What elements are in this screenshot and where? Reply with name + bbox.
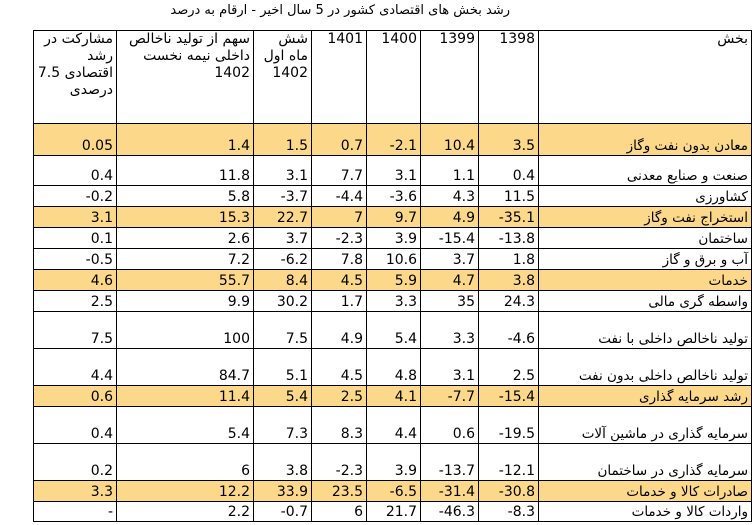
table-row: [34, 502, 752, 522]
cell-six-months: 3.8: [254, 444, 312, 481]
cell-y1401: 1.7: [312, 291, 367, 312]
cell-y1401: 0.7: [312, 124, 367, 156]
cell-sector-label: خدمات: [539, 270, 752, 291]
cell-share: 11.8: [117, 156, 254, 186]
cell-sector-label: ساختمان: [539, 228, 752, 249]
cell-y1398: 3.8: [479, 270, 539, 291]
cell-y1400: 3.3: [367, 291, 421, 312]
cell-contribution: 0.4: [34, 407, 117, 444]
cell-sector-label: آب و برق و گاز: [539, 249, 752, 270]
table-row: [34, 228, 752, 249]
cell-y1400: 4.8: [367, 349, 421, 386]
cell-sector-label: معادن بدون نفت وگاز: [539, 124, 752, 156]
cell-y1398: -15.4: [479, 386, 539, 407]
cell-six-months: -0.7: [254, 502, 312, 522]
cell-y1401: 4.5: [312, 349, 367, 386]
header-1401: 1401: [312, 31, 367, 124]
cell-sector-label: سرمایه گذاری در ساختمان: [539, 444, 752, 481]
table-row: [34, 186, 752, 207]
cell-share: 7.2: [117, 249, 254, 270]
cell-contribution: -: [34, 502, 117, 522]
cell-sector-label: استخراج نفت وگاز: [539, 207, 752, 228]
cell-y1398: -4.6: [479, 312, 539, 349]
cell-y1400: 10.6: [367, 249, 421, 270]
cell-y1398: -35.1: [479, 207, 539, 228]
table-row: [34, 270, 752, 291]
table-row: [34, 249, 752, 270]
cell-share: 12.2: [117, 481, 254, 502]
cell-y1401: 4.5: [312, 270, 367, 291]
header-share: سهم از تولید ناخالص داخلی نیمه نخست 1402: [117, 31, 254, 124]
cell-y1401: -4.4: [312, 186, 367, 207]
header-contribution: مشارکت در رشد اقتصادی 7.5 درصدی: [34, 31, 117, 124]
cell-y1401: -2.3: [312, 228, 367, 249]
cell-y1399: -13.7: [421, 444, 479, 481]
table-row: [34, 386, 752, 407]
cell-y1401: 6: [312, 502, 367, 522]
cell-y1398: 2.5: [479, 349, 539, 386]
cell-contribution: -0.5: [34, 249, 117, 270]
cell-six-months: 7.5: [254, 312, 312, 349]
cell-y1400: 5.4: [367, 312, 421, 349]
cell-share: 2.6: [117, 228, 254, 249]
cell-share: 5.8: [117, 186, 254, 207]
cell-y1400: 9.7: [367, 207, 421, 228]
cell-y1399: 1.1: [421, 156, 479, 186]
cell-y1399: -46.3: [421, 502, 479, 522]
cell-y1401: 8.3: [312, 407, 367, 444]
header-sector: بخش: [539, 31, 752, 124]
cell-y1400: 4.1: [367, 386, 421, 407]
header-six-months: شش ماه اول 1402: [254, 31, 312, 124]
cell-contribution: 0.05: [34, 124, 117, 156]
cell-six-months: -6.2: [254, 249, 312, 270]
table-caption: رشد بخش های اقتصادی کشور در 5 سال اخیر - ارقام به درصد: [170, 3, 510, 18]
cell-sector-label: سرمایه گذاری در ماشین آلات: [539, 407, 752, 444]
table-row: [34, 291, 752, 312]
cell-y1399: 3.3: [421, 312, 479, 349]
cell-y1401: 23.5: [312, 481, 367, 502]
cell-y1399: 0.6: [421, 407, 479, 444]
cell-sector-label: تولید ناخالص داخلی بدون نفت: [539, 349, 752, 386]
table-row: [34, 312, 752, 349]
cell-sector-label: تولید ناخالص داخلی با نفت: [539, 312, 752, 349]
table-row: [34, 349, 752, 386]
cell-contribution: 4.4: [34, 349, 117, 386]
cell-share: 11.4: [117, 386, 254, 407]
cell-y1398: -12.1: [479, 444, 539, 481]
cell-y1400: 3.9: [367, 228, 421, 249]
cell-y1398: -8.3: [479, 502, 539, 522]
cell-y1398: -13.8: [479, 228, 539, 249]
cell-y1400: 3.9: [367, 444, 421, 481]
cell-y1400: -2.1: [367, 124, 421, 156]
cell-y1399: -31.4: [421, 481, 479, 502]
cell-y1398: 1.8: [479, 249, 539, 270]
cell-y1398: 24.3: [479, 291, 539, 312]
cell-contribution: 4.6: [34, 270, 117, 291]
cell-six-months: 7.3: [254, 407, 312, 444]
cell-sector-label: رشد سرمایه گذاری: [539, 386, 752, 407]
cell-y1401: -2.3: [312, 444, 367, 481]
cell-contribution: 3.1: [34, 207, 117, 228]
cell-y1398: 11.5: [479, 186, 539, 207]
table-row: [34, 124, 752, 156]
cell-y1399: 3.7: [421, 249, 479, 270]
cell-contribution: -0.2: [34, 186, 117, 207]
cell-y1399: 4.9: [421, 207, 479, 228]
table-row: [34, 207, 752, 228]
cell-six-months: 8.4: [254, 270, 312, 291]
cell-six-months: 30.2: [254, 291, 312, 312]
cell-y1401: 2.5: [312, 386, 367, 407]
cell-contribution: 3.3: [34, 481, 117, 502]
cell-y1399: -15.4: [421, 228, 479, 249]
cell-sector-label: صنعت و صنایع معدنی: [539, 156, 752, 186]
cell-y1400: 3.1: [367, 156, 421, 186]
cell-share: 6: [117, 444, 254, 481]
table-row: [34, 481, 752, 502]
cell-contribution: 0.6: [34, 386, 117, 407]
cell-six-months: 22.7: [254, 207, 312, 228]
cell-six-months: 5.1: [254, 349, 312, 386]
cell-contribution: 2.5: [34, 291, 117, 312]
cell-contribution: 0.1: [34, 228, 117, 249]
cell-y1400: 4.4: [367, 407, 421, 444]
cell-share: 9.9: [117, 291, 254, 312]
header-1400: 1400: [367, 31, 421, 124]
cell-six-months: 3.1: [254, 156, 312, 186]
cell-y1401: 7.7: [312, 156, 367, 186]
cell-sector-label: واردات کالا و خدمات: [539, 502, 752, 522]
cell-y1400: -6.5: [367, 481, 421, 502]
cell-six-months: 33.9: [254, 481, 312, 502]
cell-contribution: 0.4: [34, 156, 117, 186]
table-row: [34, 156, 752, 186]
cell-sector-label: واسطه گری مالی: [539, 291, 752, 312]
cell-six-months: -3.7: [254, 186, 312, 207]
cell-y1401: 7.8: [312, 249, 367, 270]
cell-sector-label: صادرات کالا و خدمات: [539, 481, 752, 502]
cell-share: 5.4: [117, 407, 254, 444]
cell-share: 2.2: [117, 502, 254, 522]
header-1398: 1398: [479, 31, 539, 124]
cell-y1398: -30.8: [479, 481, 539, 502]
cell-contribution: 7.5: [34, 312, 117, 349]
cell-sector-label: کشاورزی: [539, 186, 752, 207]
cell-y1399: -7.7: [421, 386, 479, 407]
cell-y1399: 35: [421, 291, 479, 312]
cell-share: 55.7: [117, 270, 254, 291]
cell-six-months: 3.7: [254, 228, 312, 249]
table-row: [34, 444, 752, 481]
cell-y1400: 21.7: [367, 502, 421, 522]
cell-y1401: 4.9: [312, 312, 367, 349]
header-row: [34, 31, 752, 124]
cell-contribution: 0.2: [34, 444, 117, 481]
cell-y1398: 3.5: [479, 124, 539, 156]
table-row: [34, 407, 752, 444]
cell-y1399: 4.7: [421, 270, 479, 291]
cell-y1400: -3.6: [367, 186, 421, 207]
sector-growth-table: [33, 30, 752, 522]
cell-six-months: 1.5: [254, 124, 312, 156]
cell-share: 100: [117, 312, 254, 349]
cell-share: 84.7: [117, 349, 254, 386]
cell-y1401: 7: [312, 207, 367, 228]
cell-y1399: 10.4: [421, 124, 479, 156]
cell-y1398: -19.5: [479, 407, 539, 444]
header-1399: 1399: [421, 31, 479, 124]
cell-y1399: 3.1: [421, 349, 479, 386]
cell-y1399: 4.3: [421, 186, 479, 207]
cell-share: 15.3: [117, 207, 254, 228]
cell-y1400: 5.9: [367, 270, 421, 291]
cell-y1398: 0.4: [479, 156, 539, 186]
cell-six-months: 5.4: [254, 386, 312, 407]
cell-share: 1.4: [117, 124, 254, 156]
